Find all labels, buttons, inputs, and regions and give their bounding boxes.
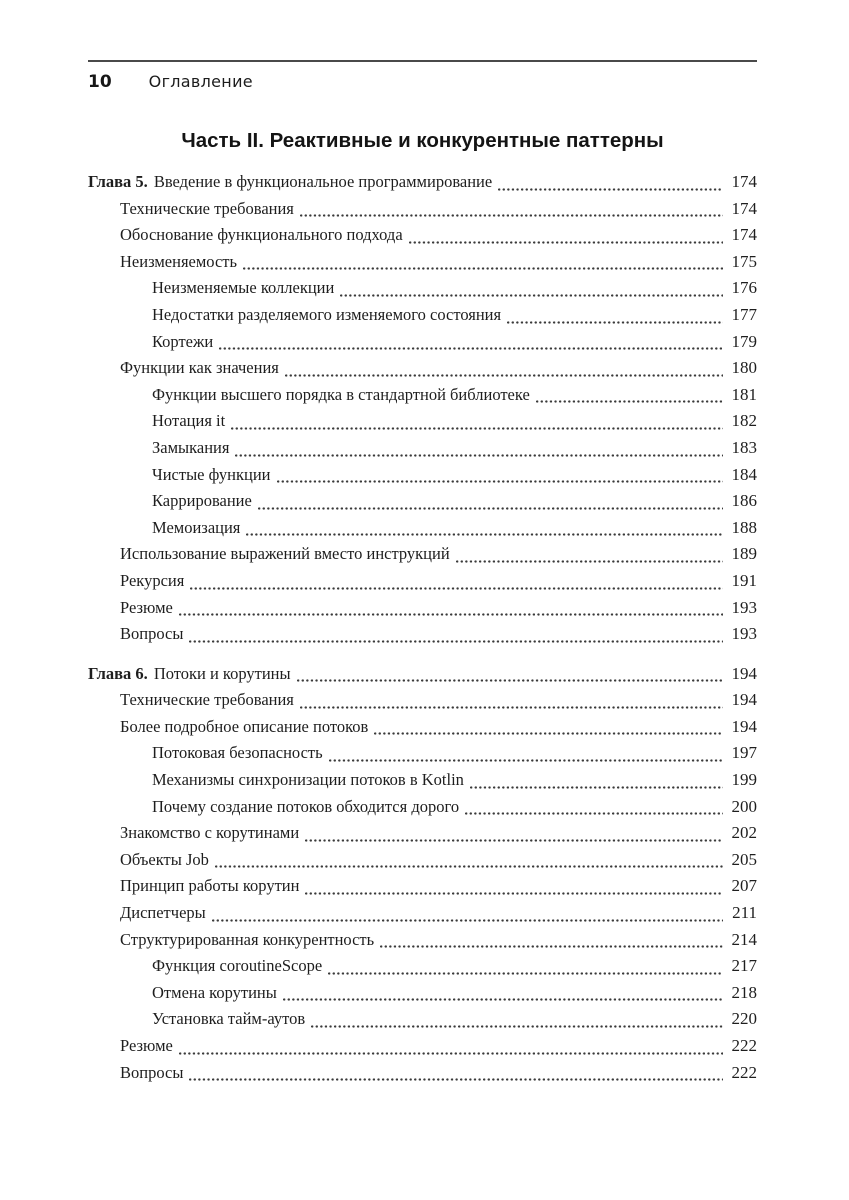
toc-entry-row [88,847,757,874]
page-number: 10 [88,72,112,92]
entry-title: Установка тайм-аутов [152,1009,306,1029]
toc-entry-row [88,687,757,714]
entry-page-number: 194 [731,663,757,683]
toc-entry-row [88,382,757,409]
toc-entry-row [88,568,757,595]
entry-title: Использование выражений вместо инструкций [120,544,450,564]
entry-title: Каррирование [152,491,252,511]
entry-page-number: 197 [731,743,757,763]
entry-title: Рекурсия [120,570,185,590]
entry-page-number: 194 [731,716,757,736]
toc-entry-row [88,408,757,435]
dotted-leader [297,679,723,682]
entry-title: Потоки и корутины [153,663,291,683]
toc-entry-row [88,222,757,249]
entry-page-number: 186 [731,491,757,511]
toc-entry-row [88,1060,757,1087]
toc-list [88,169,757,1086]
entry-page-number: 207 [731,876,757,896]
entry-page-number: 200 [731,796,757,816]
dotted-leader [190,587,723,590]
dotted-leader [507,321,723,324]
dotted-leader [409,241,723,244]
dotted-leader [498,188,723,191]
entry-page-number: 191 [731,570,757,590]
dotted-leader [258,507,723,510]
dotted-leader [465,812,723,815]
toc-entry-row [88,794,757,821]
entry-title: Потоковая безопасность [152,743,323,763]
entry-page-number: 205 [731,849,757,869]
entry-title: Более подробное описание потоков [120,716,369,736]
page-content [88,60,757,1086]
toc-entry-row [88,462,757,489]
dotted-leader [231,427,723,430]
entry-page-number: 175 [731,251,757,271]
entry-page-number: 222 [731,1062,757,1082]
dotted-leader [179,1052,723,1055]
dotted-leader [300,706,723,709]
dotted-leader [283,998,723,1001]
entry-page-number: 217 [731,956,757,976]
dotted-leader [305,892,723,895]
dotted-leader [374,732,723,735]
entry-title: Резюме [120,1036,173,1055]
toc-entry-row [88,196,757,223]
entry-page-number: 180 [731,358,757,378]
toc-entry-row [88,515,757,542]
dotted-leader [305,839,723,842]
entry-page-number: 220 [731,1009,757,1029]
entry-page-number: 211 [732,903,757,923]
entry-page-number: 182 [731,411,757,431]
dotted-leader [380,945,723,948]
chapter-label: Глава 6. [88,663,148,683]
dotted-leader [328,972,723,975]
dotted-leader [179,613,723,616]
entry-title: Обоснование функционального подхода [120,225,403,245]
entry-title: Неизменяемость [120,251,238,271]
toc-entry-row [88,1006,757,1033]
toc-entry-row [88,900,757,927]
dotted-leader [246,533,723,536]
toc-entry-row [88,249,757,276]
entry-page-number: 174 [731,198,757,218]
dotted-leader [235,454,723,457]
dotted-leader [219,347,723,350]
dotted-leader [311,1025,723,1028]
dotted-leader [243,267,723,270]
entry-page-number: 174 [731,172,757,191]
dotted-leader [277,480,724,483]
dotted-leader [300,214,723,217]
entry-page-number: 176 [731,278,757,298]
chapter-label: Глава 5. [88,172,148,191]
entry-title: Технические требования [120,690,294,710]
entry-title: Функции высшего порядка в стандартной библиотеке [152,384,530,404]
entry-title: Замыкания [152,437,230,457]
toc-entry-row [88,927,757,954]
entry-title: Нотация it [152,411,226,431]
dotted-leader [189,640,723,643]
entry-page-number: 194 [731,690,757,710]
entry-title: Вопросы [120,1062,184,1082]
toc-chapter-row [88,169,757,196]
entry-page-number: 222 [731,1036,757,1055]
dotted-leader [340,294,723,297]
entry-title: Неизменяемые коллекции [152,278,335,298]
toc-entry-row [88,595,757,622]
dotted-leader [470,786,723,789]
entry-page-number: 193 [731,624,757,644]
entry-title: Чистые функции [152,464,271,484]
toc-entry-row [88,435,757,462]
toc-entry-row [88,820,757,847]
entry-page-number: 174 [731,225,757,245]
entry-title: Кортежи [152,331,214,351]
toc-entry-row [88,1033,757,1060]
entry-title: Резюме [120,597,173,617]
entry-page-number: 202 [731,823,757,843]
entry-title: Вопросы [120,624,184,644]
dotted-leader [456,560,723,563]
toc-entry-row [88,767,757,794]
entry-title: Диспетчеры [120,903,206,923]
toc-entry-row [88,488,757,515]
entry-title: Функции как значения [120,358,279,378]
toc-entry-row [88,355,757,382]
toc-entry-row [88,953,757,980]
entry-page-number: 183 [731,437,757,457]
toc-entry-row [88,302,757,329]
entry-page-number: 199 [731,770,757,790]
dotted-leader [536,400,723,403]
entry-page-number: 214 [731,929,757,949]
entry-page-number: 189 [731,544,757,564]
toc-entry-row [88,541,757,568]
toc-entry-row [88,873,757,900]
toc-entry-row [88,329,757,356]
toc-entry-row [88,980,757,1007]
dotted-leader [329,759,723,762]
toc-entry-row [88,275,757,302]
entry-page-number: 184 [731,464,757,484]
toc-entry-row [88,714,757,741]
dotted-leader [285,374,723,377]
entry-title: Недостатки разделяемого изменяемого состояния [152,304,502,324]
entry-title: Структурированная конкурентность [120,929,375,949]
part-title: Часть II. Реактивные и конкурентные паттерны [181,129,664,152]
entry-title: Знакомство с корутинами [120,823,300,843]
entry-page-number: 177 [731,304,757,324]
entry-page-number: 179 [731,331,757,351]
page-header [88,60,757,92]
entry-title: Принцип работы корутин [120,876,300,896]
entry-title: Отмена корутины [152,982,277,1002]
entry-title: Функция coroutineScope [152,956,323,976]
entry-title: Механизмы синхронизации потоков в Kotlin [152,770,464,790]
entry-title: Введение в функциональное программирование [153,172,493,191]
entry-title: Объекты Job [120,849,209,869]
dotted-leader [215,865,723,868]
toc-chapter-row [88,661,757,688]
dotted-leader [212,919,723,922]
entry-page-number: 193 [731,597,757,617]
entry-title: Почему создание потоков обходится дорого [152,796,460,816]
toc-entry-row [88,740,757,767]
entry-title: Технические требования [120,198,294,218]
entry-title: Мемоизация [152,517,241,537]
entry-page-number: 188 [731,517,757,537]
toc-entry-row [88,621,757,648]
entry-page-number: 181 [731,384,757,404]
dotted-leader [189,1078,723,1081]
running-head-title: Оглавление [148,72,253,91]
entry-page-number: 218 [731,982,757,1002]
